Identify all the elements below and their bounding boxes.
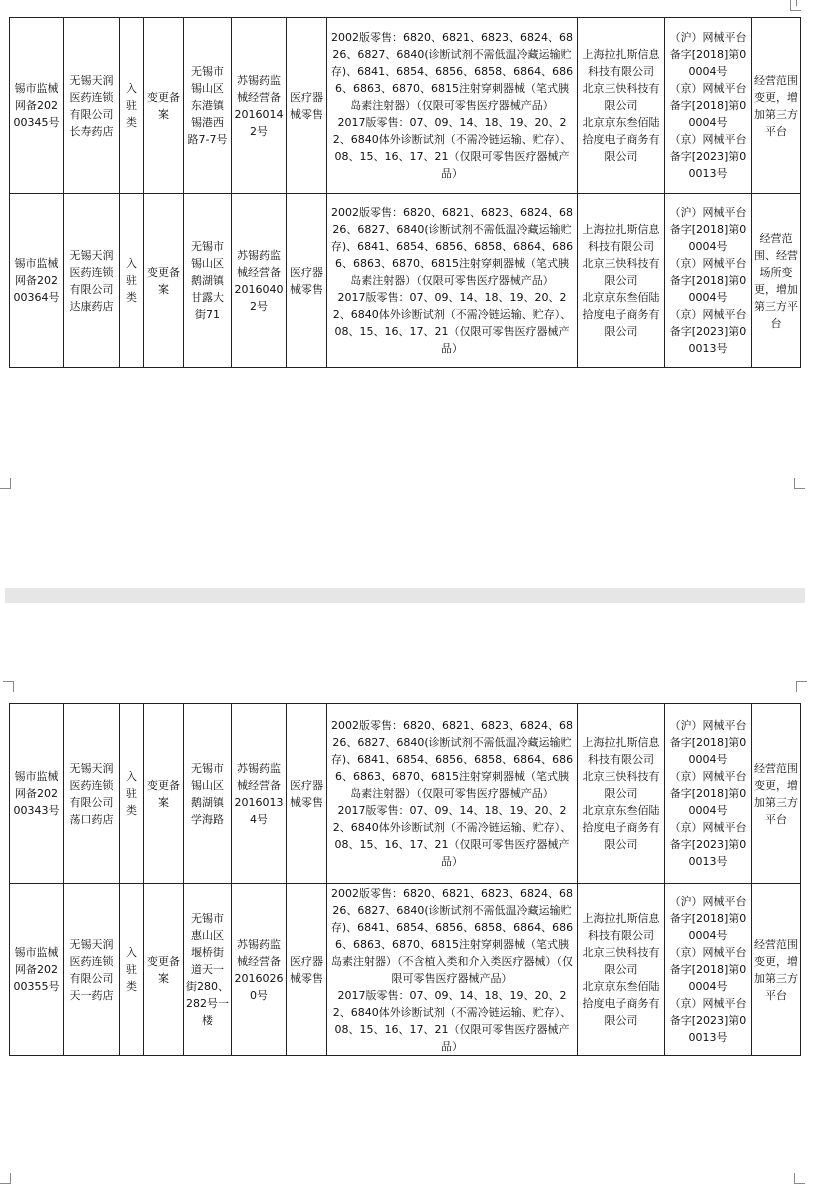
record-type: 入驻类 [120,18,144,194]
business-scope [327,194,578,368]
business-scope [327,704,578,884]
platform-record: （沪）网械平台备字[2018]第00004号 [669,31,747,78]
crop-mark [3,681,14,692]
business-type: 医疗器械零售 [287,194,327,368]
platform-names [578,194,665,368]
record-type: 入驻类 [120,884,144,1056]
business-address: 无锡市惠山区堰桥街道天一街280、282号一楼 [184,884,232,1056]
license-number: 苏锡药监械经营备20160134号 [232,704,287,884]
crop-mark [796,0,807,6]
crop-mark [0,478,11,489]
scope-2017: 2017版零售：07、09、14、18、19、20、22、6840体外诊断试剂（不需冷链运输、贮存）、08、15、16、17、21（仅限可零售医疗器械产品） [332,988,572,1053]
platform-name: 北京京东叁佰陆拾度电子商务有限公司 [582,116,660,163]
platform-name: 上海拉扎斯信息科技有限公司 [582,736,660,766]
platform-name: 北京三快科技有限公司 [582,770,660,800]
platform-name: 北京京东叁佰陆拾度电子商务有限公司 [582,804,660,851]
crop-mark [794,478,805,489]
platform-record: （京）网械平台备字[2018]第00004号 [669,82,747,129]
platform-name: 上海拉扎斯信息科技有限公司 [582,912,660,942]
platform-name: 北京京东叁佰陆拾度电子商务有限公司 [582,291,660,338]
record-number: 锡市监械网备20200345号 [10,18,64,194]
scope-2002: 2002版零售：6820、6821、6823、6824、6826、6827、6840(诊断试剂不需低温冷藏运输贮存)、6841、6854、6856、6858、6864、6866、6863、6870、6815注射穿刺器械（笔式胰岛素注射器）（仅限可零售医疗器械产品） [330,719,574,800]
platform-record: （京）网械平台备字[2023]第00013号 [669,133,747,180]
business-type: 医疗器械零售 [287,884,327,1056]
business-scope [327,884,578,1056]
platform-record: （沪）网械平台备字[2018]第00004号 [669,895,747,942]
platform-records [665,884,752,1056]
scope-2002: 2002版零售：6820、6821、6823、6824、6826、6827、6840(诊断试剂不需低温冷藏运输贮存)、6841、6854、6856、6858、6864、6866、6863、6870、6815注射穿刺器械（笔式胰岛素注射器）（仅限可零售医疗器械产品） [330,206,574,287]
record-action: 变更备案 [144,194,184,368]
record-type: 入驻类 [120,704,144,884]
record-action: 变更备案 [144,18,184,194]
record-action: 变更备案 [144,884,184,1056]
crop-mark [794,1173,805,1184]
platform-names [578,884,665,1056]
remark: 经营范围变更，增加第三方平台 [752,18,801,194]
business-address: 无锡市锡山区东港镇锡港西路7-7号 [184,18,232,194]
platform-name: 上海拉扎斯信息科技有限公司 [582,223,660,253]
scope-2017: 2017版零售：07、09、14、18、19、20、22、6840体外诊断试剂（不需冷链运输、贮存）、08、15、16、17、21（仅限可零售医疗器械产品） [332,804,572,868]
scope-2002: 2002版零售：6820、6821、6823、6824、6826、6827、6840(诊断试剂不需低温冷藏运输贮存)、6841、6854、6856、6858、6864、6866、6863、6870、6815注射穿刺器械（笔式胰岛素注射器）（不含植入类和介入类医疗器械）（仅限可零售医疗器械产品） [330,886,574,985]
platform-name: 北京京东叁佰陆拾度电子商务有限公司 [582,980,660,1027]
platform-record: （京）网械平台备字[2023]第00013号 [669,308,747,355]
platform-records [665,194,752,368]
platform-records [665,704,752,884]
platform-record: （京）网械平台备字[2023]第00013号 [669,821,747,868]
platform-record: （京）网械平台备字[2023]第00013号 [669,997,747,1044]
record-number: 锡市监械网备20200364号 [10,194,64,368]
remark: 经营范围变更，增加第三方平台 [752,884,801,1056]
page-separator [5,588,805,603]
scope-2002: 2002版零售：6820、6821、6823、6824、6826、6827、6840(诊断试剂不需低温冷藏运输贮存)、6841、6854、6856、6858、6864、6866、6863、6870、6815注射穿刺器械（笔式胰岛素注射器）（仅限可零售医疗器械产品） [330,31,574,112]
platform-record: （京）网械平台备字[2018]第00004号 [669,770,747,817]
business-type: 医疗器械零售 [287,18,327,194]
table-row [10,884,801,1056]
record-number: 锡市监械网备20200355号 [10,884,64,1056]
record-type: 入驻类 [120,194,144,368]
document-page-1 [0,0,814,588]
table-row [10,704,801,884]
license-number: 苏锡药监械经营备20160142号 [232,18,287,194]
platform-record: （京）网械平台备字[2018]第00004号 [669,257,747,304]
document-page-2 [0,603,814,1188]
crop-mark [796,681,807,692]
company-name: 无锡天润医药连锁有限公司达康药店 [64,194,120,368]
table-row [10,194,801,368]
company-name: 无锡天润医药连锁有限公司长寿药店 [64,18,120,194]
business-type: 医疗器械零售 [287,704,327,884]
license-number: 苏锡药监械经营备20160402号 [232,194,287,368]
company-name: 无锡天润医药连锁有限公司荡口药店 [64,704,120,884]
remark: 经营范围、经营场所变更，增加第三方平台 [752,194,801,368]
platform-names [578,704,665,884]
platform-name: 上海拉扎斯信息科技有限公司 [582,48,660,78]
business-address: 无锡市锡山区鹅湖镇学海路 [184,704,232,884]
platform-record: （京）网械平台备字[2018]第00004号 [669,946,747,993]
table-row [10,18,801,194]
business-address: 无锡市锡山区鹅湖镇甘露大街71 [184,194,232,368]
platform-name: 北京三快科技有限公司 [582,82,660,112]
platform-record: （沪）网械平台备字[2018]第00004号 [669,719,747,766]
scope-2017: 2017版零售：07、09、14、18、19、20、22、6840体外诊断试剂（不需冷链运输、贮存）、08、15、16、17、21（仅限可零售医疗器械产品） [332,116,572,180]
platform-names [578,18,665,194]
crop-mark [0,1173,11,1184]
license-number: 苏锡药监械经营备20160260号 [232,884,287,1056]
record-table [9,703,801,1056]
record-action: 变更备案 [144,704,184,884]
company-name: 无锡天润医药连锁有限公司天一药店 [64,884,120,1056]
platform-records [665,18,752,194]
record-table [9,17,801,368]
platform-name: 北京三快科技有限公司 [582,946,660,976]
record-number: 锡市监械网备20200343号 [10,704,64,884]
platform-record: （沪）网械平台备字[2018]第00004号 [669,206,747,253]
scope-2017: 2017版零售：07、09、14、18、19、20、22、6840体外诊断试剂（不需冷链运输、贮存）、08、15、16、17、21（仅限可零售医疗器械产品） [332,291,572,355]
platform-name: 北京三快科技有限公司 [582,257,660,287]
remark: 经营范围变更，增加第三方平台 [752,704,801,884]
business-scope [327,18,578,194]
